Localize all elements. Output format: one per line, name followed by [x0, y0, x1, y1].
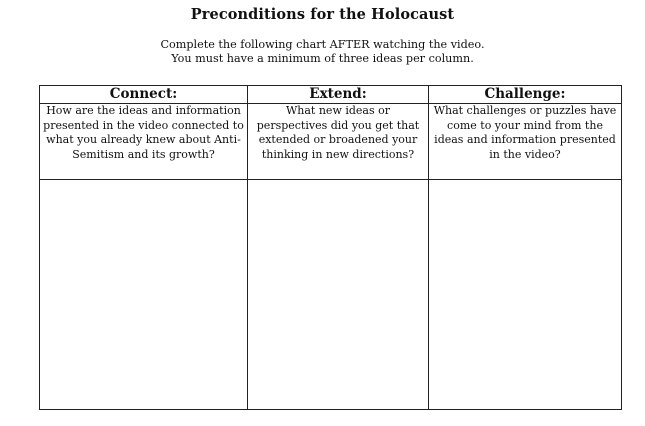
column-prompt-challenge: What challenges or puzzles have come to your mind from the ideas and information presented in the video? [429, 104, 621, 180]
instruction-line-1: Complete the following chart AFTER watching the video. [160, 38, 485, 51]
document-title: Preconditions for the Holocaust [190, 6, 455, 23]
column-header-connect: Connect: [40, 86, 248, 104]
column-header-challenge: Challenge: [429, 86, 621, 104]
column-header-extend: Extend: [248, 86, 429, 104]
answer-area-extend[interactable] [248, 180, 429, 409]
answer-area-connect[interactable] [40, 180, 248, 409]
connect-extend-challenge-table [39, 85, 622, 410]
instructions [0, 38, 645, 66]
column-prompt-connect: How are the ideas and information presented in the video connected to what you already knew about Anti-Semitism and its growth? [40, 104, 248, 180]
column-prompt-extend: What new ideas or perspectives did you get that extended or broadened your thinking in new directions? [248, 104, 429, 180]
answer-area-challenge[interactable] [429, 180, 621, 409]
instruction-line-2: You must have a minimum of three ideas per column. [171, 52, 474, 65]
